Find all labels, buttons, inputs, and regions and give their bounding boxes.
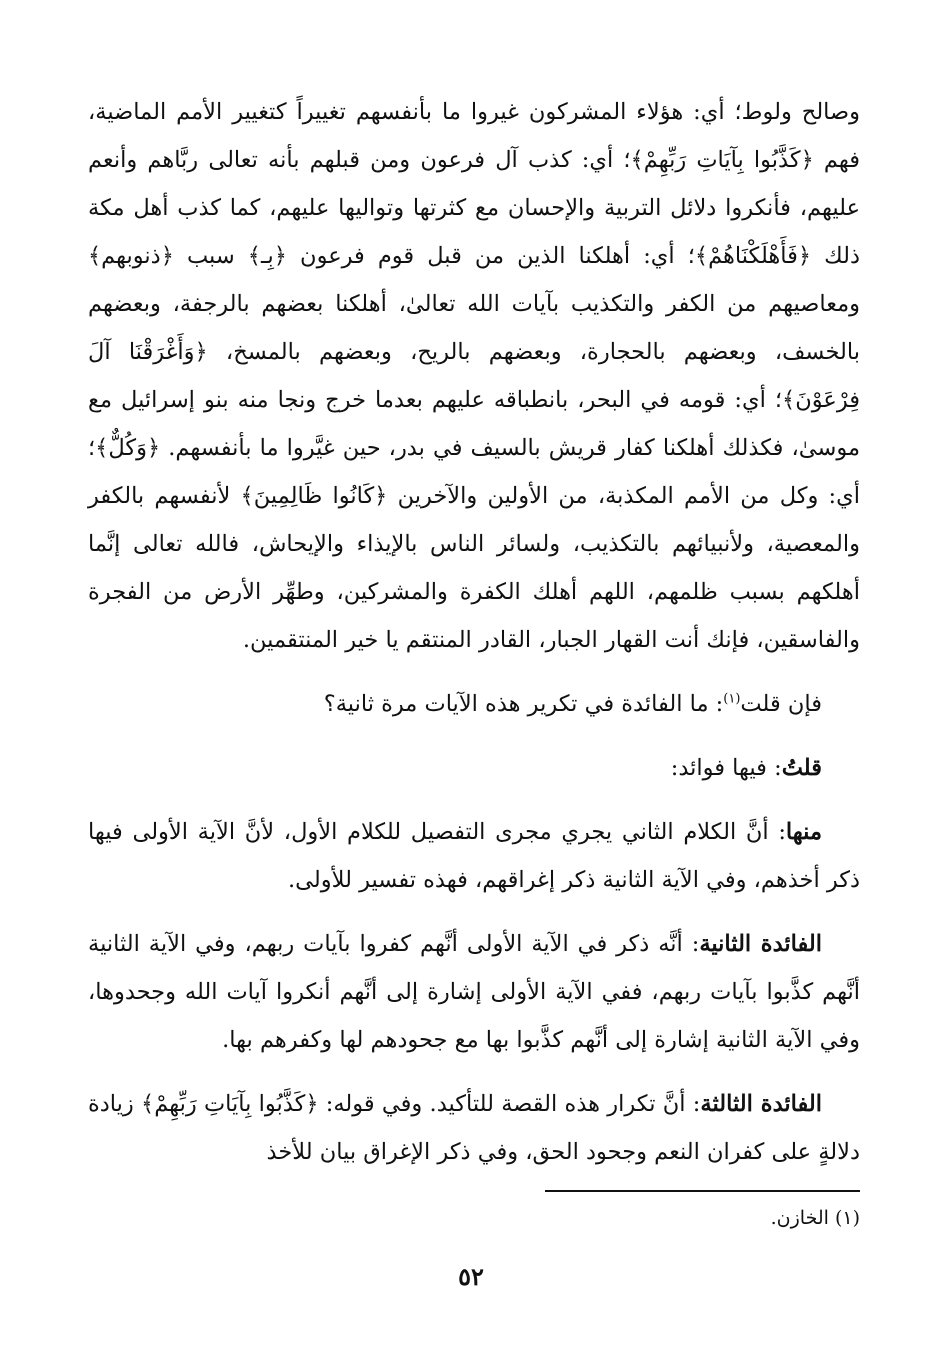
benefit-1-text: : أنَّ الكلام الثاني يجري مجرى التفصيل للكلام الأول، لأنَّ الآية الأولى فيها ذكر أخذهم، وفي الآية الثانية ذكر إغراقهم، فهذه تفسير للأولى.	[88, 819, 860, 893]
footnote-divider	[545, 1190, 860, 1192]
answer-lead: قلتُ	[781, 755, 822, 781]
benefit-2-text: : أنَّه ذكر في الآية الأولى أنَّهم كفروا بآيات ربهم، وفي الآية الثانية أنَّهم كذَّبوا بآيات ربهم، ففي الآية الأولى إشارة إلى أنَّهم أنكروا آيات الله وجحدوها، وفي الآية الثانية إشارة إلى أنَّهم كذَّبوا بها مع جحودهم لها وكفرهم بها.	[88, 931, 860, 1053]
page-number: ٥٢	[458, 1262, 484, 1291]
paragraph-benefit-2	[88, 920, 860, 1064]
benefit-1-lead: منها	[785, 819, 822, 845]
benefit-2-lead: الفائدة الثانية	[699, 931, 823, 957]
answer-text: : فيها فوائد:	[670, 755, 782, 781]
paragraph-answer	[88, 744, 860, 792]
paragraph-commentary: وصالح ولوط؛ أي: هؤلاء المشركون غيروا ما بأنفسهم تغييراً كتغيير الأمم الماضية، فهم ﴿كَذَّبُوا بِآيَاتِ رَبِّهِمْ﴾؛ أي: كذب آل فرعون ومن قبلهم بأنه تعالى ربَّاهم وأنعم عليهم، فأنكروا دلائل التربية والإحسان مع كثرتها وتواليها عليهم، كما كذب أهل مكة ذلك ﴿فَأَهْلَكْنَاهُمْ﴾؛ أي: أهلكنا الذين من قبل قوم فرعون ﴿بِـ﴾ سبب ﴿ذنوبهم﴾ ومعاصيهم من الكفر والتكذيب بآيات الله تعالىٰ، أهلكنا بعضهم بالرجفة، وبعضهم بالخسف، وبعضهم بالحجارة، وبعضهم بالريح، وبعضهم بالمسخ، ﴿وَأَغْرَقْنَا آلَ فِرْعَوْنَ﴾؛ أي: قومه في البحر، بانطباقه عليهم بعدما خرج ونجا منه بنو إسرائيل مع موسىٰ، فكذلك أهلكنا كفار قريش بالسيف في بدر، حين غيَّروا ما بأنفسهم. ﴿وَكُلٌّ﴾؛ أي: وكل من الأمم المكذبة، من الأولين والآخرين ﴿كَانُوا ظَالِمِينَ﴾ لأنفسهم بالكفر والمعصية، ولأنبيائهم بالتكذيب، ولسائر الناس بالإيذاء والإيحاش، فالله تعالى إنَّما أهلكهم بسبب ظلمهم، اللهم أهلك الكفرة والمشركين، وطهِّر الأرض من الفجرة والفاسقين، فإنك أنت القهار الجبار، القادر المنتقم يا خير المنتقمين.	[88, 99, 860, 653]
benefit-3-text: : أنَّ تكرار هذه القصة للتأكيد. وفي قوله: ﴿كَذَّبُوا بِآيَاتِ رَبِّهِمْ﴾ زيادة دلالةٍ على كفران النعم وجحود الحق، وفي ذكر الإغراق بيان للأخذ	[88, 1091, 860, 1165]
main-text	[88, 88, 860, 1176]
footnote-reference: (١)	[723, 691, 741, 707]
question-text: : ما الفائدة في تكرير هذه الآيات مرة ثانية؟	[323, 691, 724, 717]
footnote: (١) الخازن.	[770, 1207, 860, 1229]
paragraph-benefit-1	[88, 808, 860, 904]
paragraph-benefit-3	[88, 1080, 860, 1176]
paragraph-question	[88, 680, 860, 728]
question-lead: فإن قلت	[740, 691, 822, 717]
benefit-3-lead: الفائدة الثالثة	[700, 1091, 823, 1117]
